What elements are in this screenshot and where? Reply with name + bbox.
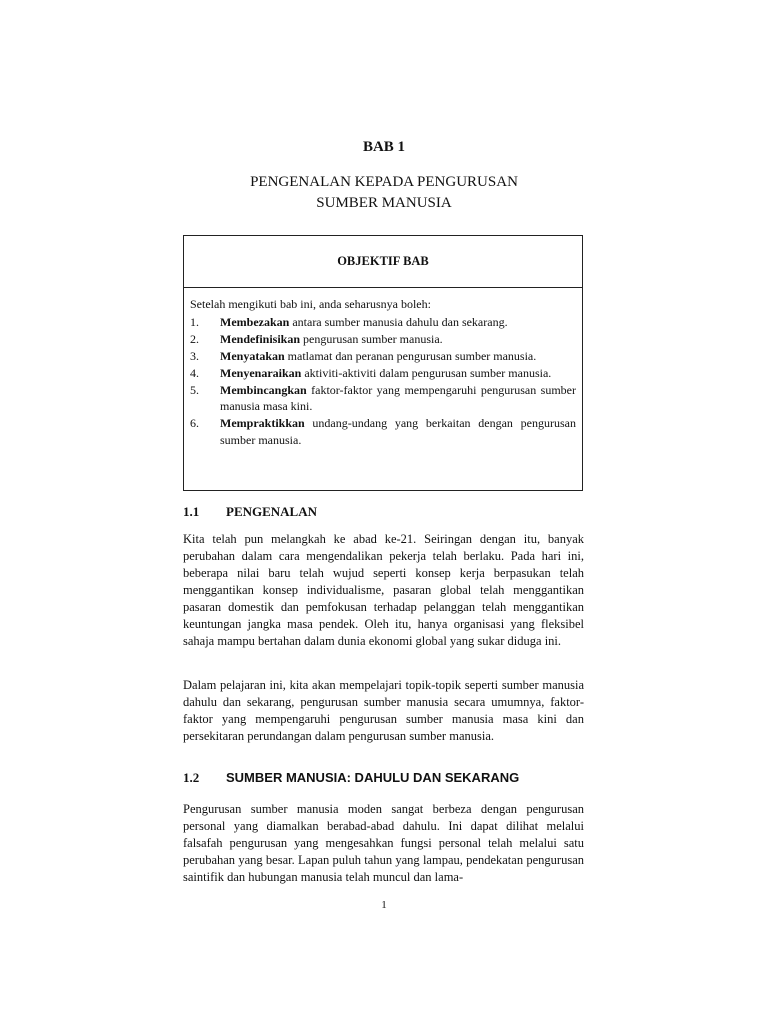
objective-item bbox=[190, 365, 576, 382]
objective-item bbox=[190, 314, 576, 331]
objective-number: 4. bbox=[190, 365, 199, 380]
section-number: 1.1 bbox=[183, 504, 200, 519]
chapter-title-line-2: SUMBER MANUSIA bbox=[316, 195, 452, 211]
objective-verb: Membincangkan bbox=[220, 382, 307, 397]
objective-text bbox=[220, 415, 576, 448]
objectives-list bbox=[190, 314, 576, 449]
objective-text bbox=[220, 382, 576, 415]
section-heading-1-2 bbox=[183, 770, 519, 786]
objective-item bbox=[190, 415, 576, 448]
objective-verb: Mempraktikkan bbox=[220, 416, 305, 430]
objective-text bbox=[220, 348, 576, 365]
chapter-title-line-1: PENGENALAN KEPADA PENGURUSAN bbox=[250, 174, 518, 190]
objective-verb: Menyenaraikan bbox=[220, 365, 302, 380]
objective-description: matlamat dan peranan pengurusan sumber manusia. bbox=[284, 348, 537, 363]
objective-text bbox=[220, 331, 576, 348]
objective-number: 6. bbox=[190, 416, 199, 430]
objectives-intro: Setelah mengikuti bab ini, anda seharusnya boleh: bbox=[190, 297, 431, 311]
paragraph-hr-then-now: Pengurusan sumber manusia moden sangat berbeza dengan pengurusan personal yang diamalkan berabad-abad dahulu. Ini dapat dilihat melalui falsafah pengurusan yang mengesahkan fungsi personal telah melalui satu perubahan yang besar. Lapan puluh tahun yang lampau, pendekatan pengurusan saintifik dan hubungan manusia telah muncul dan lama- bbox=[183, 802, 584, 884]
objective-verb: Membezakan bbox=[220, 314, 290, 329]
section-number: 1.2 bbox=[183, 770, 200, 785]
objectives-body bbox=[184, 288, 582, 448]
chapter-label: BAB 1 bbox=[362, 139, 406, 155]
page-number: 1 bbox=[381, 899, 387, 911]
section-heading-1-1 bbox=[183, 504, 317, 520]
section-title: PENGENALAN bbox=[226, 504, 318, 519]
objectives-box bbox=[183, 235, 583, 491]
objective-description: pengurusan sumber manusia. bbox=[300, 331, 443, 346]
paragraph-lesson-overview: Dalam pelajaran ini, kita akan mempelajari topik-topik seperti sumber manusia dahulu dan sekarang, pengurusan sumber manusia secara umumnya, faktor-faktor yang mempengaruhi pengurusan sumber manusia masa kini dan persekitaran perundangan dalam pengurusan sumber manusia. bbox=[183, 678, 584, 743]
chapter-title bbox=[0, 172, 768, 214]
objective-verb: Menyatakan bbox=[220, 348, 285, 363]
objectives-heading: OBJEKTIF BAB bbox=[184, 236, 582, 288]
objective-item bbox=[190, 331, 576, 348]
objective-number: 5. bbox=[190, 382, 199, 397]
objective-text bbox=[220, 365, 576, 382]
objective-description: undang-undang yang berkaitan dengan pengurusan sumber manusia. bbox=[220, 416, 576, 447]
objective-description: antara sumber manusia dahulu dan sekarang. bbox=[289, 314, 508, 329]
paragraph-introduction: Kita telah pun melangkah ke abad ke-21. Seiringan dengan itu, banyak perubahan dalam cara mengendalikan pekerja telah berlaku. Pada hari ini, beberapa nilai baru telah wujud seperti konsep kerja berpasukan telah menggantikan konsep individualisme, pasaran global telah menggantikan pasaran domestik dan pemfokusan terhadap pelanggan telah menggantikan keuntungan jangka masa pendek. Oleh itu, hanya organisasi yang fleksibel sahaja mampu bertahan dalam dunia ekonomi global yang sukar diduga ini. bbox=[183, 532, 584, 648]
objective-number: 2. bbox=[190, 331, 199, 346]
objective-item bbox=[190, 348, 576, 365]
section-title: SUMBER MANUSIA: DAHULU DAN SEKARANG bbox=[226, 770, 520, 785]
objective-text bbox=[220, 314, 576, 331]
objective-description: aktiviti-aktiviti dalam pengurusan sumber manusia. bbox=[301, 365, 552, 380]
objective-verb: Mendefinisikan bbox=[220, 331, 301, 346]
objective-number: 3. bbox=[190, 348, 199, 363]
objective-number: 1. bbox=[190, 314, 199, 329]
objective-item bbox=[190, 382, 576, 415]
objective-description: faktor-faktor yang mempengaruhi pengurusan sumber manusia masa kini. bbox=[220, 382, 576, 413]
